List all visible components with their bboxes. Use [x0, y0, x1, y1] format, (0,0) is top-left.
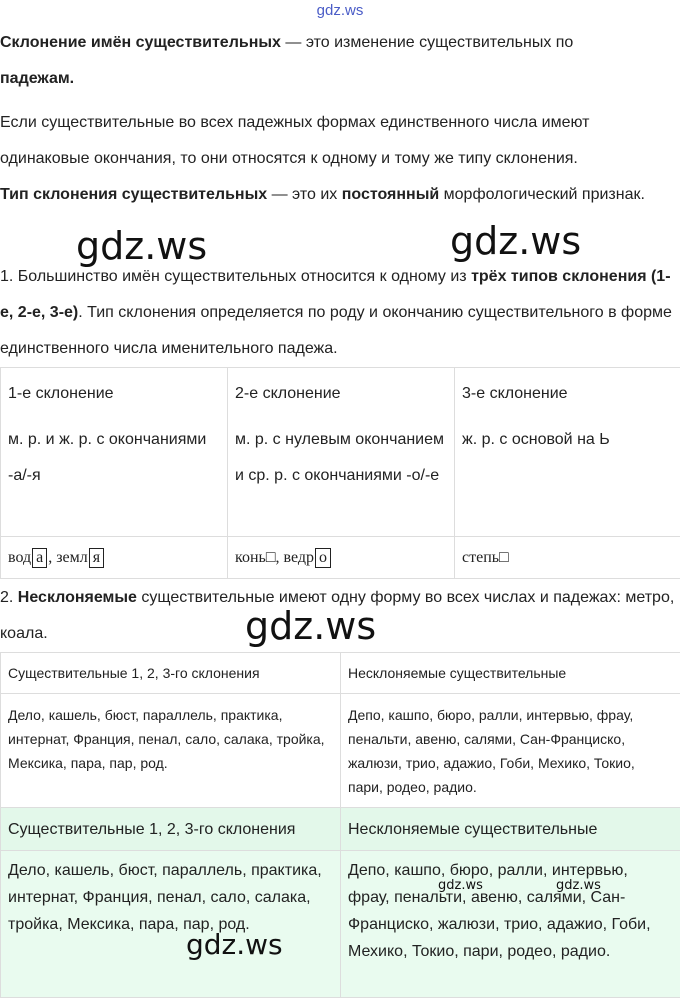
section-2-text: существительные имеют одну форму во всех числах и падежах: метро, коала.	[0, 589, 674, 642]
intro-paragraph-4	[0, 259, 676, 367]
highlighted-cell-declinable: Дело, кашель, бюст, параллель, практика, интернат, Франция, пенал, сало, салака, тройка, Мексика, пара, пар, род.	[1, 851, 341, 998]
declension-1-header: 1-е склонение	[8, 376, 220, 412]
intro-p1-text: — это изменение существительных по	[281, 34, 573, 51]
watermark-4: gdz.ws	[438, 878, 483, 893]
example-word-step: степь□	[462, 549, 509, 566]
ending-box: о	[315, 548, 331, 568]
intro-paragraph-1	[0, 25, 676, 97]
declension-3-examples	[455, 537, 680, 579]
comparison-header-indeclinable: Несклоняемые существительные	[341, 653, 680, 694]
example-word-zemlya: земл	[56, 549, 88, 566]
example-separator: ,	[275, 549, 283, 566]
term-three-types: трёх типов склонения (1-е, 2-е, 3-е)	[0, 268, 671, 321]
declension-2-examples	[228, 537, 455, 579]
term-declension-type: Тип склонения существительных	[0, 186, 267, 203]
comparison-cell-indeclinable: Депо, кашпо, бюро, ралли, интервью, фрау, пенальти, авеню, салями, Сан-Франциско, жалюзи, трио, адажио, Гоби, Мехико, Токио, пари, родео, радио.	[341, 694, 680, 808]
example-word-kon: конь□	[235, 549, 275, 566]
example-word-vedro: ведр	[283, 549, 314, 566]
declension-3-header: 3-е склонение	[462, 376, 673, 412]
term-cases: падежам.	[0, 70, 74, 87]
declension-table	[0, 367, 680, 579]
declension-2-header: 2-е склонение	[235, 376, 447, 412]
declension-2-cell	[228, 368, 455, 537]
declension-1-examples	[1, 537, 228, 579]
intro-p4-start: 1. Большинство имён существительных относится к одному из	[0, 268, 471, 285]
comparison-header-declinable: Существительные 1, 2, 3-го склонения	[1, 653, 341, 694]
highlighted-table-row	[1, 851, 680, 998]
watermark-2: gdz.ws	[450, 219, 581, 263]
highlighted-cell-indeclinable: Депо, кашпо, бюро, ралли, интервью, фрау, пенальти, авеню, салями, Сан-Франциско, жалюзи, трио, адажио, Гоби, Мехико, Токио, пари, родео, радио.	[341, 851, 680, 998]
ending-box: я	[89, 548, 104, 568]
comparison-cell-declinable: Дело, кашель, бюст, параллель, практика, интернат, Франция, пенал, сало, салака, тройка, Мексика, пара, пар, род.	[1, 694, 341, 808]
declension-3-description: ж. р. с основой на Ь	[462, 422, 673, 458]
term-indeclinable: Несклоняемые	[18, 589, 137, 606]
intro-paragraph-3	[0, 177, 676, 213]
watermark-3: gdz.ws	[245, 604, 376, 648]
intro-p4-rest: . Тип склонения определяется по роду и окончанию существительного в форме единственного числа именительного падежа.	[0, 304, 672, 357]
declension-table-row-examples	[1, 537, 680, 579]
declension-1-cell	[1, 368, 228, 537]
declension-table-row-descriptions	[1, 368, 680, 537]
ending-box: а	[32, 548, 47, 568]
intro-p3-rest: морфологический признак.	[439, 186, 645, 203]
watermark-5: gdz.ws	[556, 878, 601, 893]
section-2-number: 2.	[0, 589, 18, 606]
intro-paragraph-2: Если существительные во всех падежных формах единственного числа имеют одинаковые окончания, то они относятся к одному и тому же типу склонения.	[0, 105, 676, 177]
watermark-1: gdz.ws	[76, 224, 207, 268]
comparison-table-row	[1, 694, 680, 808]
comparison-table-header	[1, 653, 680, 694]
declension-3-cell	[455, 368, 680, 537]
term-declension: Склонение имён существительных	[0, 34, 281, 51]
highlighted-header-indeclinable: Несклоняемые существительные	[341, 808, 680, 851]
highlighted-table-header	[1, 808, 680, 851]
intro-p3-mid: — это их	[267, 186, 342, 203]
comparison-table	[0, 652, 680, 808]
example-separator: ,	[48, 549, 56, 566]
term-constant: постоянный	[342, 186, 439, 203]
watermark-top: gdz.ws	[0, 2, 680, 19]
declension-2-description: м. р. с нулевым окончанием и ср. р. с окончаниями -о/-е	[235, 422, 447, 494]
example-word-voda: вод	[8, 549, 31, 566]
highlighted-header-declinable: Существительные 1, 2, 3-го склонения	[1, 808, 341, 851]
watermark-6: gdz.ws	[186, 928, 283, 961]
declension-1-description: м. р. и ж. р. с окончаниями -а/-я	[8, 422, 220, 494]
comparison-table-highlighted	[0, 807, 680, 998]
